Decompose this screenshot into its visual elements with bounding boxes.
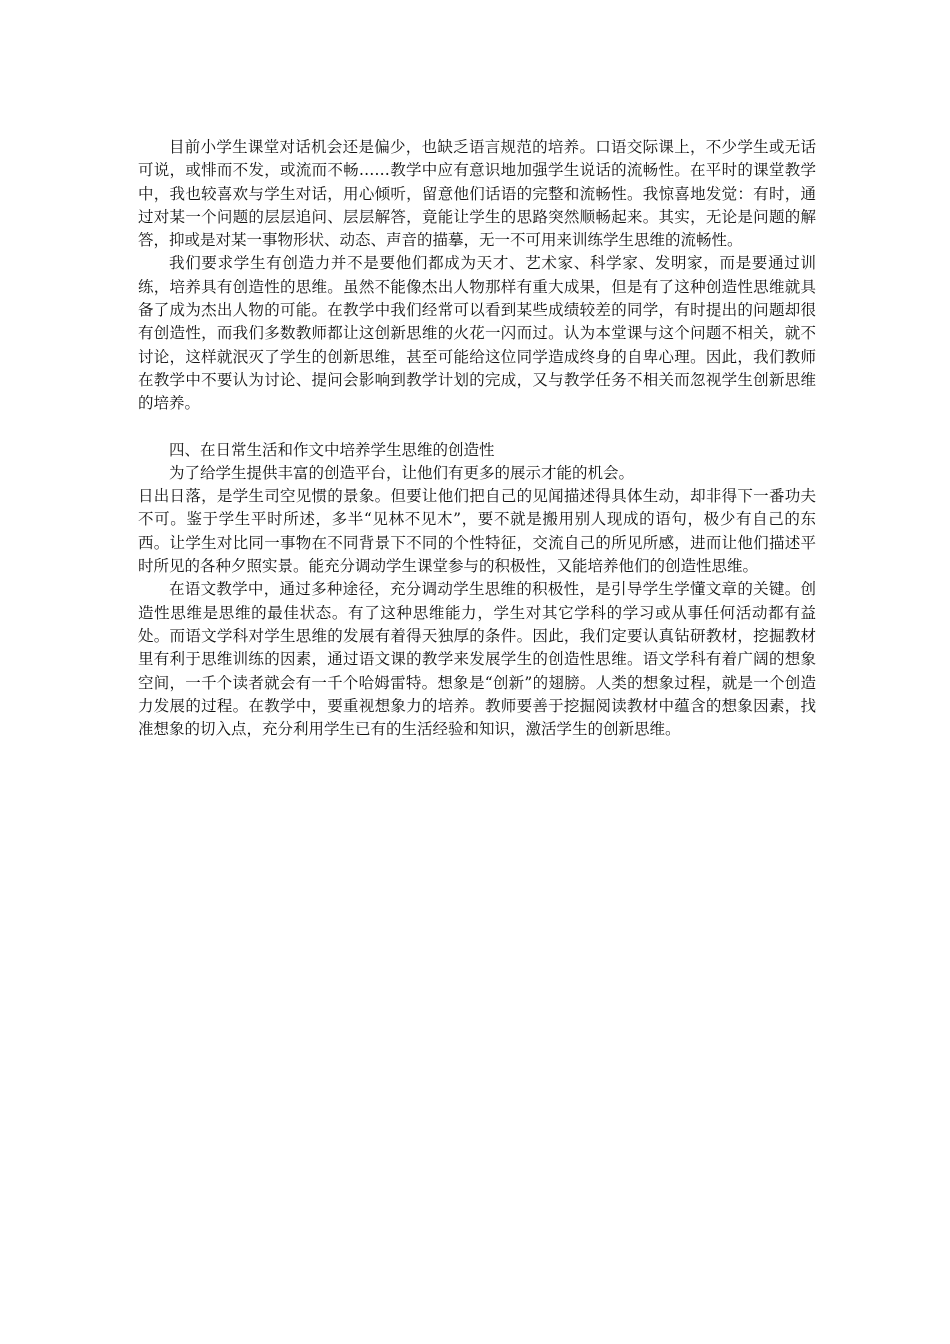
section-heading: 四、在日常生活和作文中培养学生思维的创造性 <box>169 440 495 459</box>
paragraph-dialogue-fluency: 目前小学生课堂对话机会还是偏少，也缺乏语言规范的培养。口语交际课上，不少学生或无话可说，或悱而不发，或流而不畅……教学中应有意识地加强学生说话的流畅性。在平时的课堂教学中，我也较喜欢与学生对话，用心倾听，留意他们话语的完整和流畅性。我惊喜地发觉：有时，通过对某一个问题的层层追问、层层解答，竟能让学生的思路突然顺畅起来。其实，无论是问题的解答，抑或是对某一事物形状、动态、声音的描摹，无一不可用来训练学生思维的流畅性。 <box>138 138 816 250</box>
document-page <box>138 136 816 741</box>
paragraph-sunset: 日出日落，是学生司空见惯的景象。但要让他们把自己的见闻描述得具体生动，却非得下一番功夫不可。鉴于学生平时所述，多半“见林不见木”，要不就是搬用别人现成的语句，极少有自己的东西。让学生对比同一事物在不同背景下不同的个性特征，交流自己的所见所感，进而让他们描述平时所见的各种夕照实景。能充分调动学生课堂参与的积极性，又能培养他们的创造性思维。 <box>138 487 816 576</box>
paragraph-intro: 为了给学生提供丰富的创造平台，让他们有更多的展示才能的机会。 <box>169 463 635 482</box>
paragraph-chinese-teaching: 在语文教学中，通过多种途径，充分调动学生思维的积极性，是引导学生学懂文章的关键。创造性思维是思维的最佳状态。有了这种思维能力，学生对其它学科的学习或从事任何活动都有益处。而语文学科对学生思维的发展有着得天独厚的条件。因此，我们定要认真钻研教材，挖掘教材里有利于思维训练的因素，通过语文课的教学来发展学生的创造性思维。语文学科有着广阔的想象空间，一千个读者就会有一千个哈姆雷特。想象是“创新”的翅膀。人类的想象过程，就是一个创造力发展的过程。在教学中，要重视想象力的培养。教师要善于挖掘阅读教材中蕴含的想象因素，找准想象的切入点，充分利用学生已有的生活经验和知识，激活学生的创新思维。 <box>138 580 816 739</box>
paragraph-creativity: 我们要求学生有创造力并不是要他们都成为天才、艺术家、科学家、发明家，而是要通过训练，培养具有创造性的思维。虽然不能像杰出人物那样有重大成果，但是有了这种创造性思维就具备了成为杰出人物的可能。在教学中我们经常可以看到某些成绩较差的同学，有时提出的问题却很有创造性，而我们多数教师都让这创新思维的火花一闪而过。认为本堂课与这个问题不相关，就不讨论，这样就泯灭了学生的创新思维，甚至可能给这位同学造成终身的自卑心理。因此，我们教师在教学中不要认为讨论、提问会影响到教学计划的完成，又与教学任务不相关而忽视学生创新思维的培养。 <box>138 254 816 413</box>
